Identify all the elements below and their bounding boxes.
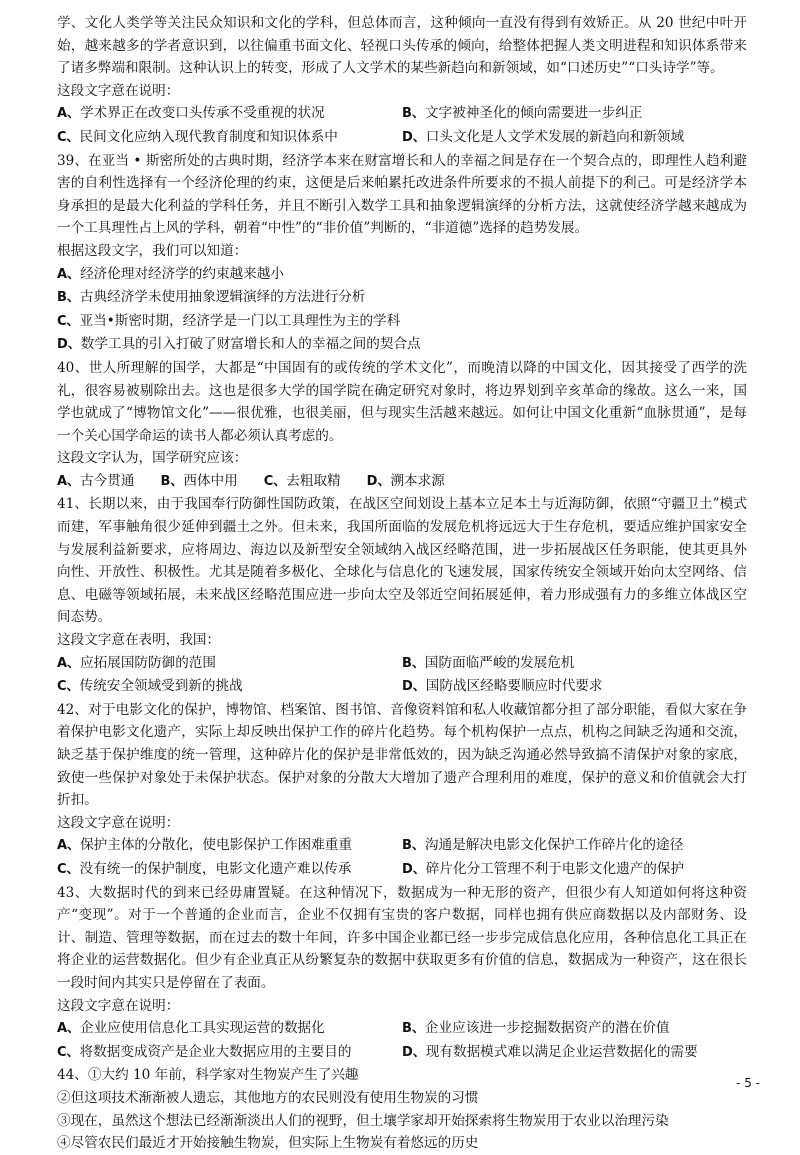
option-c[interactable]: C、传统安全领域受到新的挑战 xyxy=(57,678,243,695)
option-list xyxy=(57,470,747,494)
sentence-line: 44、①大约 10 年前，科学家对生物炭产生了兴趣 xyxy=(57,1067,359,1084)
option-c[interactable]: C、将数据变成资产是企业大数据应用的主要目的 xyxy=(57,1043,352,1060)
question-passage: 43、大数据时代的到来已经毋庸置疑。在这种情况下，数据成为一种无形的资产，但很少有人知道如何将这种资产“变现”。对于一个普通的企业而言，企业不仅拥有宝贵的客户数据，同样也拥有供应商数据以及内部财务、设计、制造、管理等数据，而在过去的数十年间，许多中国企业都已经一步步完成信息化应用，各种信息化工具正在将企业的运营数据化。但少有企业真正从纷繁复杂的数据中获取更多有价值的信息，数据成为一种资产，这在很长一段时间内其实只是停留在了表面。 xyxy=(57,884,747,991)
option-b[interactable]: B、国防面临严峻的发展危机 xyxy=(402,654,575,671)
option-a[interactable]: A、学术界正在改变口头传承不受重视的状况 xyxy=(57,105,325,122)
option-a[interactable]: A、企业应使用信息化工具实现运营的数据化 xyxy=(57,1020,325,1037)
option-list xyxy=(57,834,747,881)
sentence-line: ②但这项技术渐渐被人遗忘，其他地方的农民则没有使用生物炭的习惯 xyxy=(57,1089,479,1106)
question-passage: 40、世人所理解的国学，大都是“中国固有的或传统的学术文化”，而晚清以降的中国文化，因其接受了西学的洗礼，很容易被剔除出去。这也是很多大学的国学院在确定研究对象时，将边界划到辛亥革命的缘故。这么一来，国学也就成了“博物馆文化”——很优雅，也很美丽，但与现实生活越来越远。如何让中国文化重新“血脉贯通”，是每一个关心国学命运的读书人都必须认真考虑的。 xyxy=(57,359,747,444)
option-list xyxy=(57,263,747,357)
option-c[interactable]: C、民间文化应纳入现代教育制度和知识体系中 xyxy=(57,128,338,145)
question-prompt: 这段文字意在说明： xyxy=(57,997,180,1014)
question-intro xyxy=(57,12,747,150)
question-44 xyxy=(57,1064,747,1154)
question-passage: 41、长期以来，由于我国奉行防御性国防政策，在战区空间划设上基本立足本土与近海防御，依照“守疆卫土”模式而建，军事触角很少延伸到疆土之外。但未来，我国所面临的发展危机将远远大于生存危机，要适应维护国家安全与发展利益新要求，应将周边、海边以及新型安全领域纳入战区经略范围，进一步拓展战区任务职能，使其更具外向性、开放性、积极性。尤其是随着多极化、全球化与信息化的飞速发展，国家传统安全领域开始向太空网络、信息、电磁等领域拓展，未来战区经略范围应进一步向太空及邻近空间拓展延伸，着力形成强有力的多维立体战区空间态势。 xyxy=(57,496,747,626)
option-a[interactable]: A、应拓展国防防御的范围 xyxy=(57,654,216,671)
page-number: - 5 - xyxy=(736,1076,760,1090)
option-d[interactable]: D、现有数据模式难以满足企业运营数据化的需要 xyxy=(402,1043,698,1060)
option-b[interactable]: B、古典经济学未使用抽象逻辑演绎的方法进行分析 xyxy=(57,289,366,306)
question-passage: 学、文化人类学等关注民众知识和文化的学科，但总体而言，这种倾向一直没有得到有效矫正。从 20 世纪中叶开始，越来越多的学者意识到，以往偏重书面文化、轻视口头传承的倾向，给整体把握人类文明进程和知识体系带来了诸多弊端和限制。这种认识上的转变，形成了人文学术的某些新趋向和新领域，如“口述历史”“口头诗学”等。 xyxy=(57,15,747,77)
exam-page xyxy=(57,12,747,1155)
question-passage: 39、在亚当 • 斯密所处的古典时期，经济学本来在财富增长和人的幸福之间是存在一个契合点的，即理性人趋利避害的自利性选择有一个经济伦理的约束，这便是后来帕累托改进条件所要求的不损人前提下的利己。可是经济学本身承担的是最大化利益的学科任务，并且不断引入数学工具和抽象逻辑演绎的分析方法，这就使经济学越来越成为一个工具理性占上风的学科，朝着“中性”的“非价值”判断的，“非道德”选择的趋势发展。 xyxy=(57,152,747,237)
question-42 xyxy=(57,699,747,882)
option-list xyxy=(57,652,747,699)
option-c[interactable]: C、亚当•斯密时期，经济学是一门以工具理性为主的学科 xyxy=(57,312,401,329)
question-41 xyxy=(57,493,747,698)
option-list xyxy=(57,102,747,149)
question-43 xyxy=(57,882,747,1065)
option-a[interactable]: A、古今贯通 xyxy=(57,472,135,489)
option-a[interactable]: A、保护主体的分散化，使电影保护工作困难重重 xyxy=(57,837,352,854)
question-prompt: 这段文字意在说明： xyxy=(57,814,180,831)
question-prompt: 这段文字认为，国学研究应该： xyxy=(57,450,248,467)
option-b[interactable]: B、企业应该进一步挖掘数据资产的潜在价值 xyxy=(402,1020,670,1037)
question-40 xyxy=(57,357,747,494)
option-b[interactable]: B、沟通是解决电影文化保护工作碎片化的途径 xyxy=(402,837,684,854)
question-prompt: 这段文字意在说明： xyxy=(57,82,180,99)
question-prompt: 根据这段文字，我们可以知道： xyxy=(57,242,248,259)
option-d[interactable]: D、国防战区经略要顺应时代要求 xyxy=(402,678,603,695)
option-d[interactable]: D、数学工具的引入打破了财富增长和人的幸福之间的契合点 xyxy=(57,336,421,353)
option-d[interactable]: D、碎片化分工管理不利于电影文化遗产的保护 xyxy=(402,860,685,877)
question-passage: 42、对于电影文化的保护，博物馆、档案馆、图书馆、音像资料馆和私人收藏馆都分担了部分职能，看似大家在争着保护电影文化遗产，实际上却反映出保护工作的碎片化趋势。每个机构保护一点点，机构之间缺乏沟通和交流，缺乏基于保护维度的统一管理，这种碎片化的保护是非常低效的，因为缺乏沟通必然导致搞不清保护对象的家底，致使一些保护对象处于未保护状态。保护对象的分散大大增加了遗产合理利用的难度，保护的意义和价值就会大打折扣。 xyxy=(57,701,747,809)
option-a[interactable]: A、经济伦理对经济学的约束越来越小 xyxy=(57,265,284,282)
option-b[interactable]: B、西体中用 xyxy=(160,472,238,489)
option-list xyxy=(57,1017,747,1064)
sentence-line: ④尽管农民们最近才开始接触生物炭，但实际上生物炭有着悠远的历史 xyxy=(57,1135,479,1152)
option-d[interactable]: D、溯本求源 xyxy=(366,472,445,489)
option-b[interactable]: B、文字被神圣化的倾向需要进一步纠正 xyxy=(402,105,643,122)
question-prompt: 这段文字意在表明，我国： xyxy=(57,632,221,649)
sentence-line: ③现在，虽然这个想法已经渐渐淡出人们的视野，但土壤学家却开始探索将生物炭用于农业以治理污染 xyxy=(57,1112,669,1129)
question-39 xyxy=(57,150,747,357)
option-c[interactable]: C、去粗取精 xyxy=(263,472,341,489)
option-d[interactable]: D、口头文化是人文学术发展的新趋向和新领域 xyxy=(402,128,685,145)
option-c[interactable]: C、没有统一的保护制度，电影文化遗产难以传承 xyxy=(57,860,352,877)
